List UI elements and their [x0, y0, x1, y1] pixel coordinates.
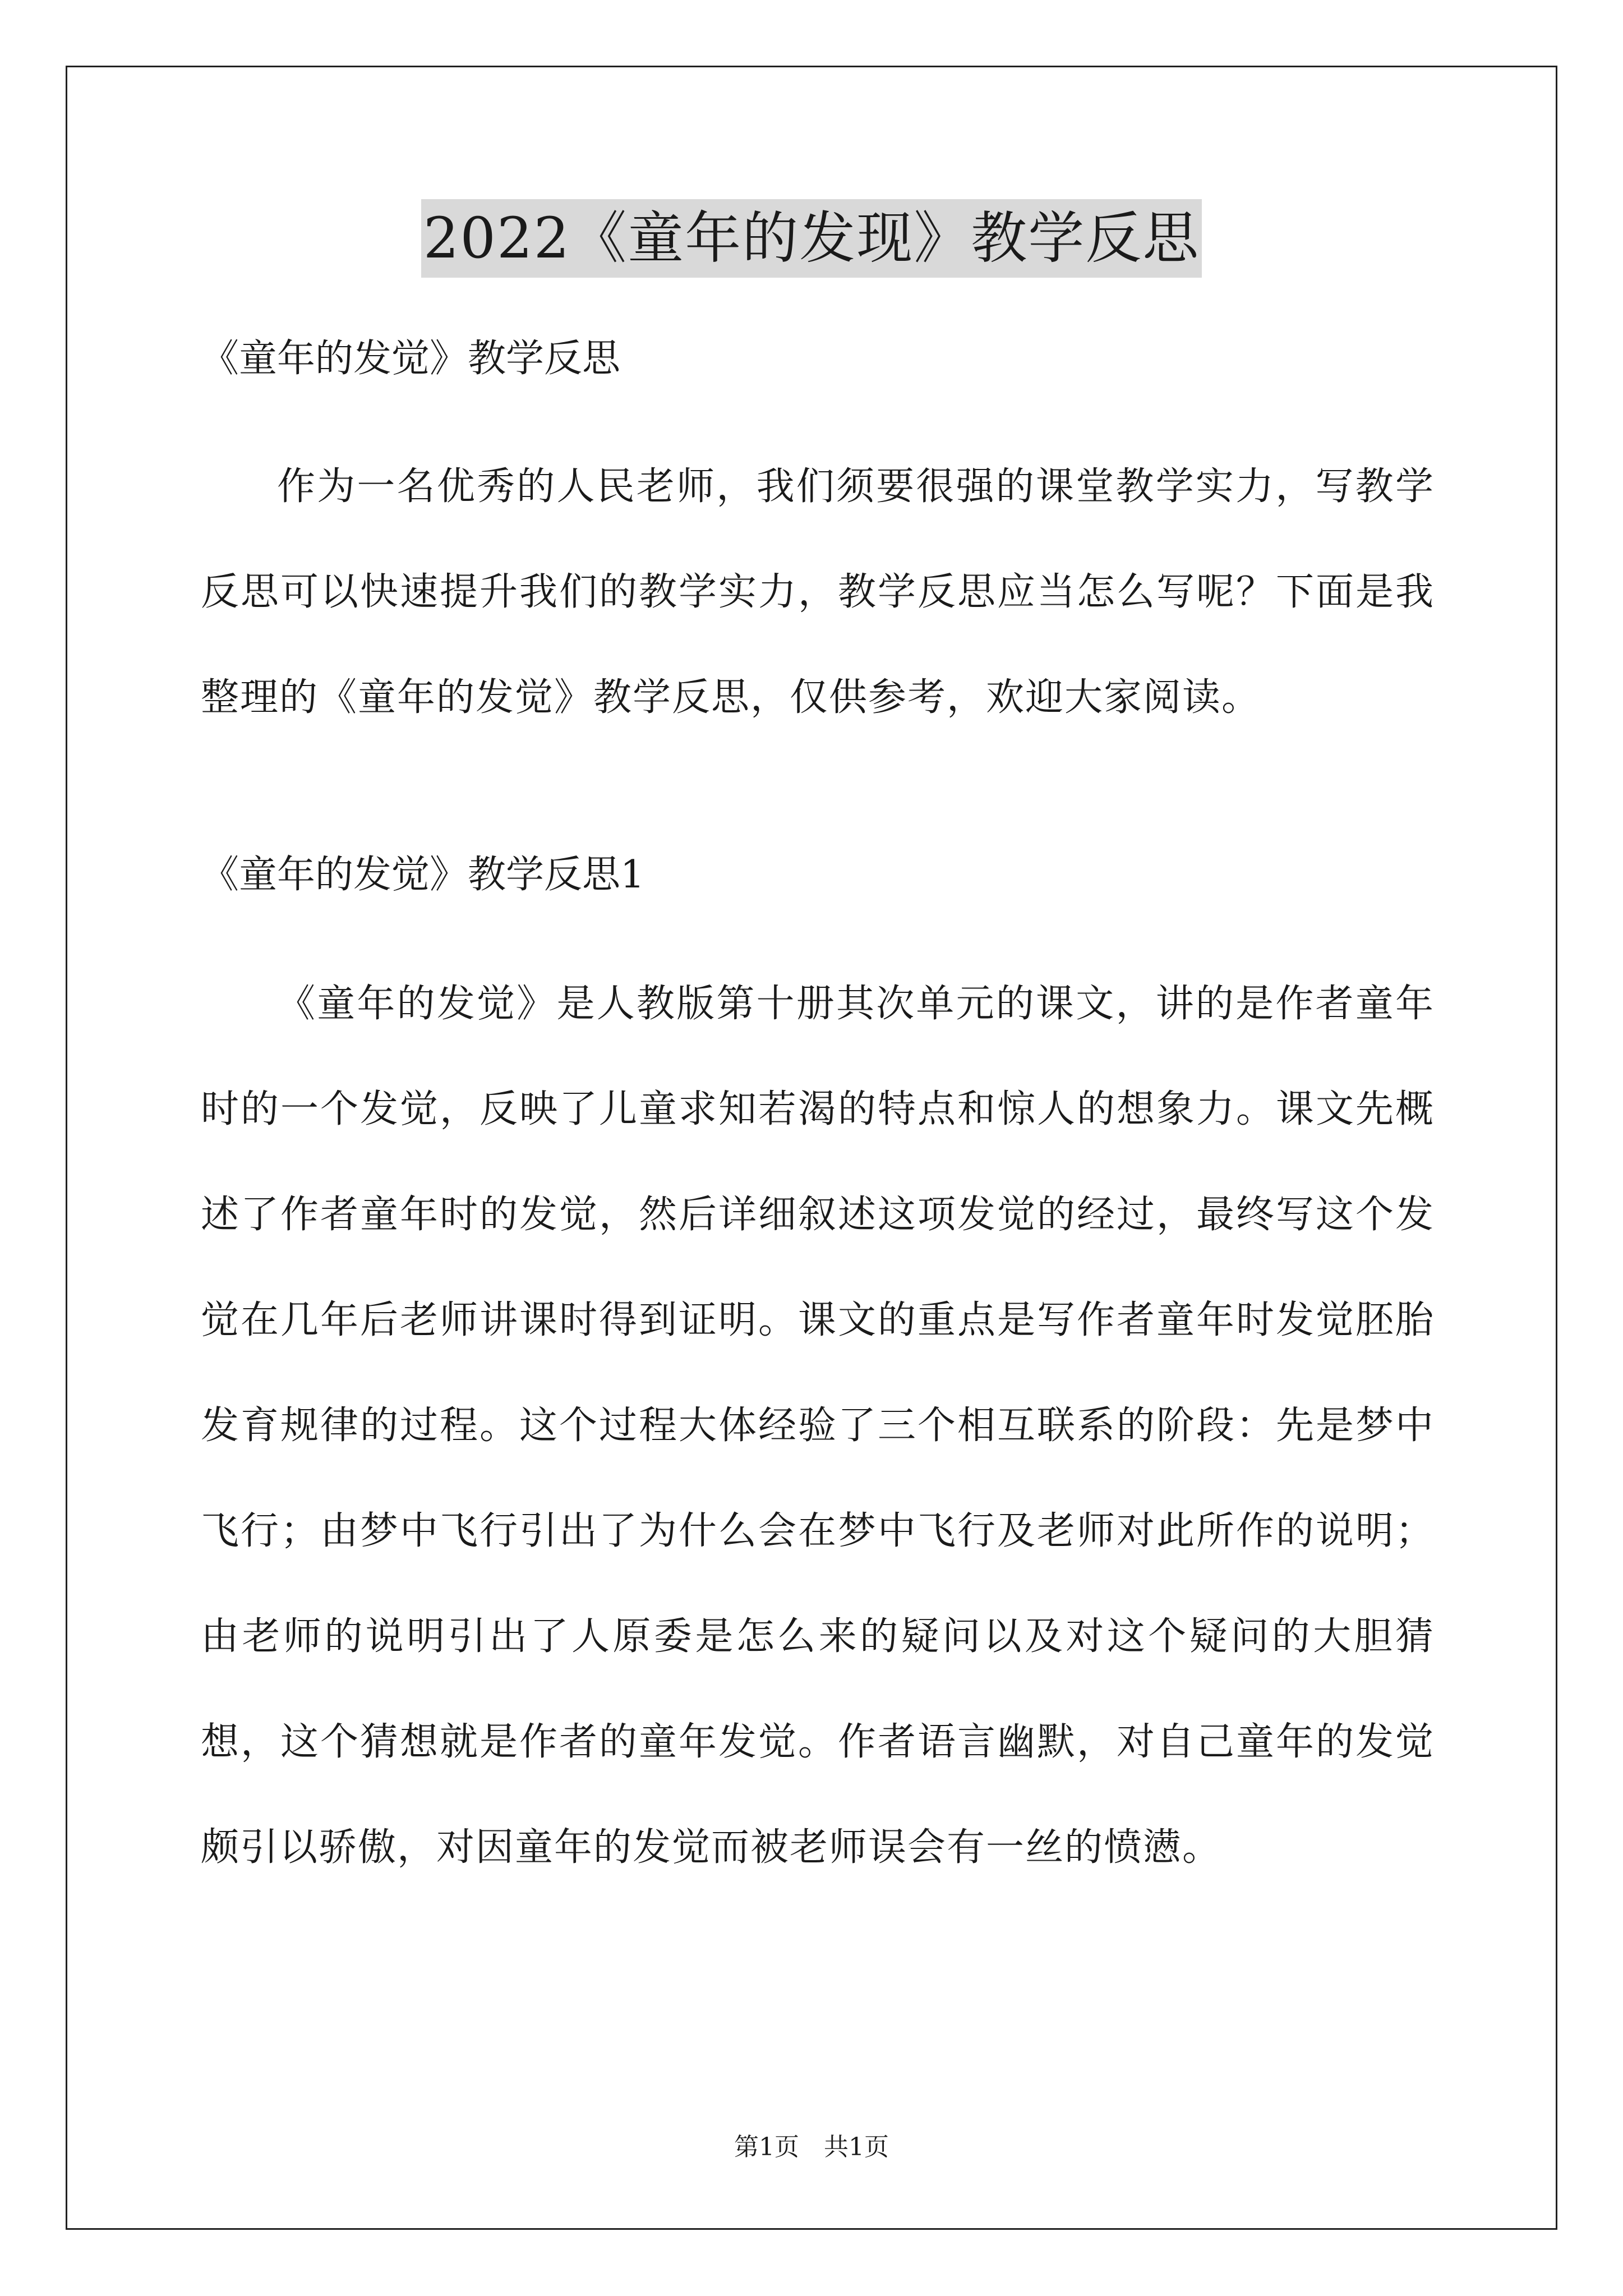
document-subtitle: 《童年的发觉》教学反思 [201, 337, 621, 381]
section-1-heading: 《童年的发觉》教学反思1 [201, 853, 645, 897]
page-footer: 第1页 共1页 [734, 2133, 889, 2161]
document-title: 2022《童年的发现》教学反思 [421, 199, 1202, 278]
intro-paragraph: 作为一名优秀的人民老师，我们须要很强的课堂教学实力，写教学反思可以快速提升我们的教学实力，教学反思应当怎么写呢？下面是我整理的《童年的发觉》教学反思，仅供参考，欢迎大家阅读。 [201, 464, 1435, 720]
title-container [0, 199, 1623, 278]
section-1-paragraph: 《童年的发觉》是人教版第十册其次单元的课文，讲的是作者童年时的一个发觉，反映了儿童求知若渴的特点和惊人的想象力。课文先概述了作者童年时的发觉，然后详细叙述这项发觉的经过，最终写这个发觉在几年后老师讲课时得到证明。课文的重点是写作者童年时发觉胚胎发育规律的过程。这个过程大体经验了三个相互联系的阶段：先是梦中飞行；由梦中飞行引出了为什么会在梦中飞行及老师对此所作的说明；由老师的说明引出了人原委是怎么来的疑问以及对这个疑问的大胆猜想，这个猜想就是作者的童年发觉。作者语言幽默，对自己童年的发觉颇引以骄傲，对因童年的发觉而被老师误会有一丝的愤懑。 [201, 982, 1435, 1870]
